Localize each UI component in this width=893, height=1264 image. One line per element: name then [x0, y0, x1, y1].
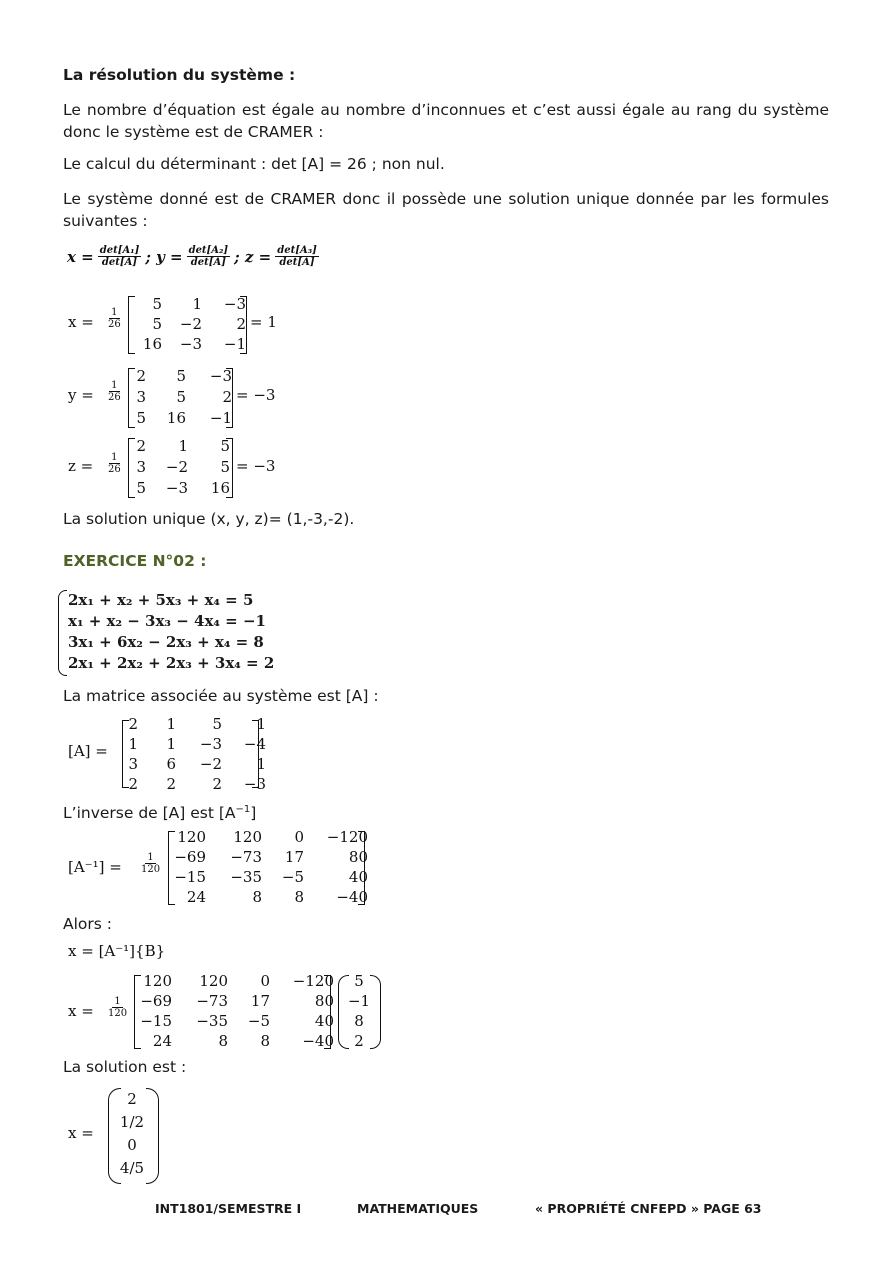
system-equation: 2x₁ + 2x₂ + 2x₃ + 3x₄ = 2	[68, 654, 275, 672]
matrix-cell: 120	[233, 828, 262, 846]
matrix-cell: −69	[140, 992, 172, 1010]
paragraph-solution: La solution est :	[63, 1058, 187, 1076]
exercise-title: EXERCICE N°02 :	[63, 552, 207, 570]
eq-z-fraction: $\frac{1}{26}$	[108, 452, 121, 475]
matrix-cell: 5	[212, 715, 222, 733]
matrix-cell: 80	[348, 848, 368, 866]
vector-entry: 5	[354, 972, 364, 990]
eq-y-lhs: y =	[68, 386, 94, 404]
matrix-cell: −3	[165, 479, 188, 497]
vector-entry: −1	[347, 992, 371, 1010]
paragraph-inverse: L’inverse de [A] est $[A^{-1}]$	[63, 804, 257, 823]
matrix-cell: 40	[314, 1012, 334, 1030]
eq-xb-fraction: $\frac{1}{120}$	[108, 996, 128, 1019]
eq-xb-matrix	[132, 971, 338, 1051]
matrix-cell: −5	[247, 1012, 270, 1030]
matrix-cell: −73	[230, 848, 262, 866]
matrix-cell: 16	[166, 409, 186, 427]
cramer-x-fraction: $\frac{\text{det[A₁]}}{\det[A]}$	[99, 245, 140, 268]
matrix-cell: −15	[174, 868, 206, 886]
matrix-cell: 5	[136, 479, 146, 497]
matrix-cell: −3	[223, 295, 246, 313]
eq-y-result: = −3	[236, 386, 276, 404]
vector-entry: 8	[354, 1012, 364, 1030]
matrix-cell: −15	[140, 1012, 172, 1030]
matrix-cell: 2	[136, 367, 146, 385]
vector-entry: 4/5	[119, 1159, 145, 1177]
eq-x-matrix	[132, 294, 250, 354]
footer-course: INT1801/SEMESTRE I	[155, 1201, 302, 1216]
matrix-cell: 8	[252, 888, 262, 906]
eq-z-result: = −3	[236, 457, 276, 475]
matrix-cell: 3	[136, 458, 146, 476]
matrix-cell: 5	[152, 315, 162, 333]
matrix-cell: −2	[179, 315, 202, 333]
matrix-A	[120, 714, 270, 794]
cramer-z-fraction: $\frac{\text{det[A₃]}}{\det[A]}$	[277, 245, 317, 268]
paragraph-determinant: Le calcul du déterminant : det [A] = 26 ; non nul.	[63, 155, 445, 173]
paragraph-cramer: Le nombre d’équation est égale au nombre d’inconnues et c’est aussi égale au rang du système donc le système est de CRAMER :	[63, 101, 829, 141]
matrix-cell: −2	[199, 755, 222, 773]
matrix-cell: 120	[199, 972, 228, 990]
matrix-cell: −1	[223, 335, 246, 353]
matrix-cell: 17	[284, 848, 304, 866]
matInv-lhs: [A⁻¹] =	[68, 858, 122, 876]
eq-y-fraction: $\frac{1}{26}$	[108, 380, 121, 403]
matrix-cell: 16	[210, 479, 230, 497]
matrix-cell: 0	[294, 828, 304, 846]
matrix-cell: 8	[260, 1032, 270, 1050]
matrix-cell: 2	[236, 315, 246, 333]
matrix-cell: 3	[136, 388, 146, 406]
matrix-cell: 0	[260, 972, 270, 990]
eq-x-lhs: x =	[68, 313, 94, 331]
paragraph-alors: Alors :	[63, 915, 112, 933]
matrix-cell: 5	[176, 367, 186, 385]
matrix-cell: 6	[166, 755, 176, 773]
eq-y-matrix	[130, 366, 236, 429]
matrix-cell: 3	[128, 755, 138, 773]
eq-y-bracket-right	[226, 368, 233, 428]
matrix-cell: 1	[256, 715, 266, 733]
matrix-cell: −3	[209, 367, 232, 385]
cramer-x-label: x =	[67, 247, 94, 266]
matrix-cell: −3	[243, 775, 266, 793]
matrix-cell: 5	[136, 409, 146, 427]
matrix-cell: 120	[177, 828, 206, 846]
eq-x-bracket-right	[240, 296, 247, 354]
matrix-cell: 2	[222, 388, 232, 406]
eq-xb-lhs: x =	[68, 1002, 94, 1020]
eq-xb-bracket-right	[324, 975, 331, 1049]
matA-bracket-right	[252, 720, 259, 788]
footer-subject: MATHEMATIQUES	[357, 1201, 479, 1216]
matrix-cell: −69	[174, 848, 206, 866]
eq-x-formula: x = [A⁻¹]{B}	[68, 942, 166, 960]
matrix-cell: 1	[128, 735, 138, 753]
matrix-cell: 1	[166, 715, 176, 733]
vector-entry: 1/2	[119, 1113, 145, 1131]
matrix-cell: 16	[142, 335, 162, 353]
matrix-cell: 40	[348, 868, 368, 886]
eq-z-matrix	[130, 436, 234, 499]
matrix-cell: −4	[243, 735, 266, 753]
matrix-cell: 1	[166, 735, 176, 753]
matrix-cell: 2	[166, 775, 176, 793]
matrix-cell: 8	[218, 1032, 228, 1050]
paragraph-solution-unique: Le système donné est de CRAMER donc il possède une solution unique donnée par les formules suivantes :	[63, 190, 829, 230]
matrix-cell: −35	[230, 868, 262, 886]
matrix-cell: 5	[176, 388, 186, 406]
solution-vector	[114, 1088, 150, 1180]
eq-x-result: = 1	[250, 313, 277, 331]
equation-system	[68, 590, 274, 674]
matInv-fraction: $\frac{1}{120}$	[141, 852, 161, 875]
matrix-cell: 2	[128, 715, 138, 733]
matrix-cell: 5	[220, 437, 230, 455]
cramer-y-label: ; y =	[145, 247, 183, 266]
matrix-cell: −40	[336, 888, 368, 906]
matrix-cell: 1	[192, 295, 202, 313]
matrix-A-inverse	[166, 827, 372, 907]
sol-brace-right	[146, 1088, 159, 1184]
cramer-z-label: ; z =	[234, 247, 272, 266]
matrix-cell: −35	[196, 1012, 228, 1030]
matrix-cell: 2	[136, 437, 146, 455]
system-equation: 2x₁ + x₂ + 5x₃ + x₄ = 5	[68, 591, 254, 609]
vecB-brace-right	[370, 975, 381, 1049]
solution-unique-text: La solution unique (x, y, z)= (1,-3,-2).	[63, 510, 355, 528]
matrix-cell: −73	[196, 992, 228, 1010]
eq-x-fraction: $\frac{1}{26}$	[108, 307, 121, 330]
vector-entry: 2	[354, 1032, 364, 1050]
matrix-cell: 24	[152, 1032, 172, 1050]
matrix-cell: 17	[250, 992, 270, 1010]
matrix-cell: 8	[294, 888, 304, 906]
matrix-cell: 120	[143, 972, 172, 990]
vector-entry: 0	[127, 1136, 137, 1154]
matrix-cell: −120	[292, 972, 334, 990]
matrix-cell: 1	[256, 755, 266, 773]
vector-entry: 2	[127, 1090, 137, 1108]
matrix-cell: 1	[178, 437, 188, 455]
matrix-cell: 5	[152, 295, 162, 313]
matrix-cell: 5	[220, 458, 230, 476]
matrix-cell: −40	[302, 1032, 334, 1050]
matrix-cell: −120	[326, 828, 368, 846]
matrix-cell: −3	[199, 735, 222, 753]
matrix-cell: −2	[165, 458, 188, 476]
matrix-cell: −5	[281, 868, 304, 886]
matA-lhs: [A] =	[68, 742, 108, 760]
section-heading: La résolution du système :	[63, 66, 296, 84]
sol-lhs: x =	[68, 1124, 94, 1142]
matrix-cell: −1	[209, 409, 232, 427]
eq-z-lhs: z =	[68, 457, 94, 475]
matrix-cell: 24	[186, 888, 206, 906]
eq-z-bracket-right	[226, 438, 233, 498]
matrix-cell: −3	[179, 335, 202, 353]
system-brace	[58, 590, 67, 676]
matrix-cell: 2	[128, 775, 138, 793]
system-equation: x₁ + x₂ − 3x₃ − 4x₄ = −1	[68, 612, 266, 630]
footer-page: « PROPRIÉTÉ CNFEPD » PAGE 63	[535, 1201, 762, 1216]
matrix-cell: 2	[212, 775, 222, 793]
system-equation: 3x₁ + 6x₂ − 2x₃ + x₄ = 8	[68, 633, 264, 651]
matrix-cell: 80	[314, 992, 334, 1010]
cramer-y-fraction: $\frac{\text{det[A₂]}}{\det[A]}$	[188, 245, 229, 268]
matInv-bracket-right	[358, 831, 365, 905]
paragraph-matrix: La matrice associée au système est [A] :	[63, 687, 379, 705]
cramer-formulas	[67, 245, 319, 268]
